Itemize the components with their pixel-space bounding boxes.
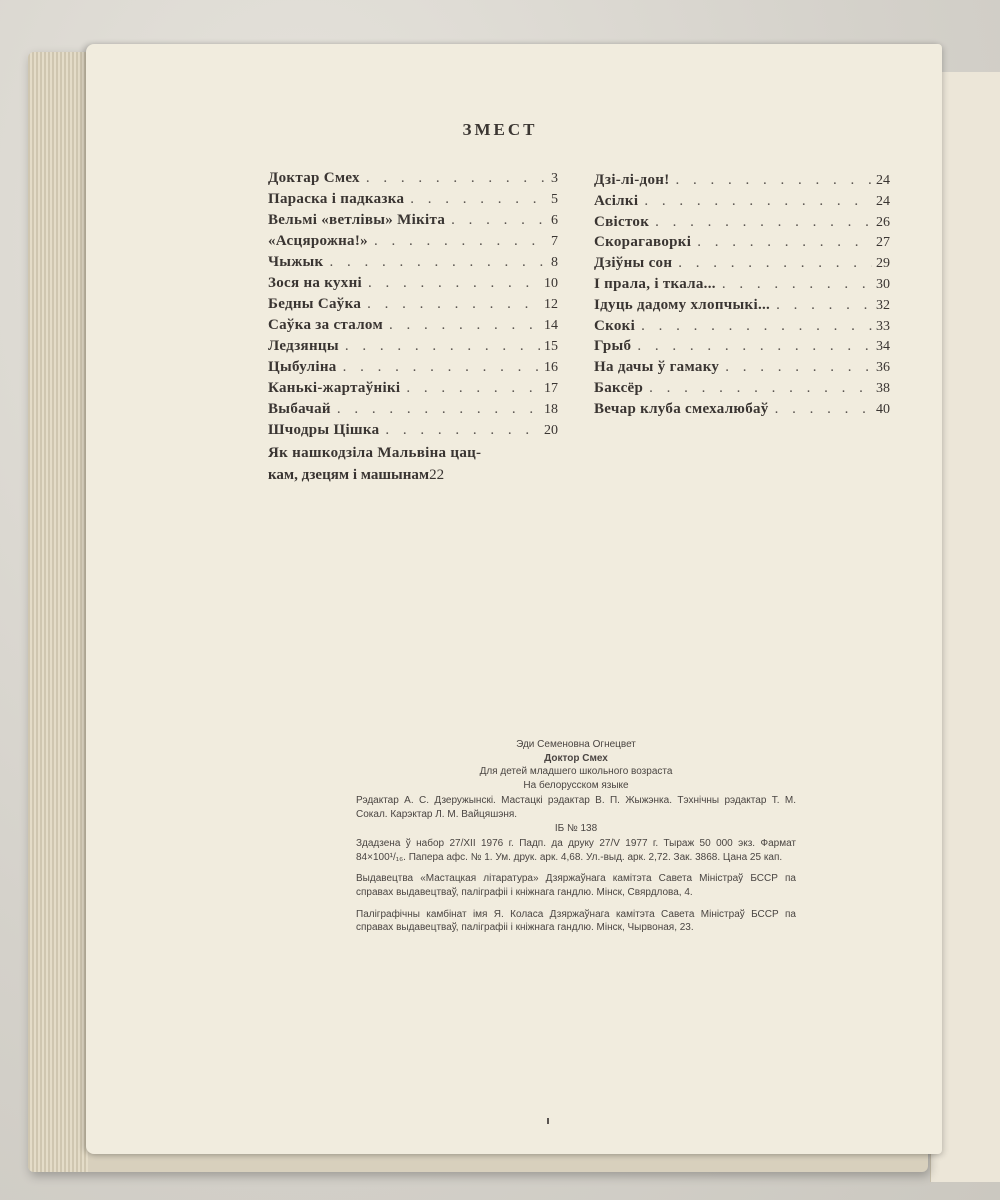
toc-entry — [594, 276, 890, 297]
toc-leader-dots — [379, 422, 540, 439]
page-edges — [28, 52, 88, 1172]
toc-entry — [268, 380, 558, 401]
toc-leader-dots — [638, 193, 872, 210]
toc-entry — [268, 170, 558, 191]
toc-entry — [268, 401, 558, 422]
toc-leader-dots — [670, 172, 873, 189]
toc-leader-dots — [323, 254, 547, 271]
toc-entry — [594, 214, 890, 235]
toc-entry-page: 10 — [544, 276, 558, 291]
toc-title: ЗМЕСТ — [462, 120, 538, 139]
toc-entry-title: Чыжык — [268, 254, 324, 270]
toc-leader-dots — [770, 297, 872, 314]
toc-entry-page: 3 — [551, 171, 558, 186]
toc-entry-title: Зося на кухні — [268, 275, 362, 291]
toc-leader-dots — [368, 233, 547, 250]
colophon — [356, 738, 796, 935]
toc-entry-title: Дзіўны сон — [594, 255, 673, 272]
toc-leader-dots — [404, 191, 547, 208]
toc-entry — [594, 172, 890, 193]
toc-entry — [594, 255, 890, 276]
toc-entry-page: 36 — [876, 360, 890, 376]
colophon-ib: ІБ № 138 — [554, 822, 598, 834]
toc-entry-title: «Асцярожна!» — [268, 233, 368, 249]
toc-entry — [594, 359, 890, 380]
toc-entry — [594, 234, 890, 255]
toc-leader-dots — [331, 401, 540, 418]
toc-entry-multiline — [268, 445, 558, 489]
toc-entry — [268, 233, 558, 254]
toc-entry-title: Баксёр — [594, 379, 644, 396]
toc-entry-page: 7 — [551, 234, 558, 249]
toc-entry-title: Параска і падказка — [268, 191, 405, 207]
toc-entry-title: Канькі-жартаўнікі — [268, 380, 401, 396]
toc-entry — [268, 338, 558, 359]
toc-entry — [268, 317, 558, 338]
toc-entry-title: Свісток — [594, 213, 650, 230]
toc-leader-dots — [339, 338, 540, 355]
toc-entry-page: 33 — [876, 318, 890, 334]
toc-leader-dots — [362, 275, 540, 292]
toc-entry — [268, 296, 558, 317]
toc-entry-page: 27 — [876, 235, 890, 251]
toc-entry — [268, 359, 558, 380]
toc-entry-page: 38 — [876, 380, 890, 396]
toc-entry — [594, 297, 890, 318]
toc-entry — [268, 422, 558, 443]
toc-entry-title-line1: Як нашкодзіла Мальвіна цац- — [268, 445, 482, 461]
toc-entry — [594, 193, 890, 214]
toc-leader-dots — [691, 234, 872, 251]
toc-leader-dots — [719, 359, 872, 376]
toc-entry-page: 18 — [544, 402, 558, 417]
toc-entry — [268, 275, 558, 296]
toc-leader-dots — [769, 401, 872, 418]
toc-entry — [594, 380, 890, 401]
toc-entry-title: Саўка за сталом — [268, 317, 383, 333]
toc-entry-page: 32 — [876, 297, 890, 313]
toc-entry-title-line2 — [268, 467, 558, 489]
toc-leader-dots — [383, 317, 540, 334]
toc-entry-title: Доктар Смех — [268, 170, 360, 186]
toc-entry-page: 24 — [876, 173, 890, 188]
colophon-book-title: Доктор Смех — [544, 752, 608, 764]
toc-entry-title: І прала, і ткала... — [594, 275, 716, 292]
toc-entry-page: 17 — [544, 381, 558, 396]
toc-entry — [268, 191, 558, 212]
toc-leader-dots — [337, 359, 540, 376]
toc-entry — [268, 254, 558, 275]
toc-entry-title: Бедны Саўка — [268, 296, 362, 312]
toc-entry-page: 26 — [876, 214, 890, 230]
toc-entry-title: Асілкі — [594, 192, 639, 209]
toc-leader-dots — [631, 338, 872, 355]
toc-entry-page: 5 — [551, 192, 558, 207]
toc-entry-page: 14 — [544, 318, 558, 333]
toc-leader-dots — [649, 214, 872, 231]
toc-leader-dots — [360, 170, 547, 187]
toc-leader-dots — [400, 380, 540, 397]
toc-left-column — [268, 170, 558, 489]
toc-entry-title: Вечар клуба смехалюбаў — [594, 400, 769, 417]
toc-entry-title-line2-text: кам, дзецям і машынам — [268, 467, 430, 483]
toc-entry — [594, 401, 890, 422]
toc-entry — [268, 212, 558, 233]
toc-entry — [594, 318, 890, 339]
toc-leader-dots — [445, 212, 547, 229]
toc-entry-title: Шчодры Цішка — [268, 422, 380, 438]
toc-entry-page: 22 — [429, 467, 445, 483]
toc-entry-page: 15 — [544, 339, 558, 354]
toc-leader-dots — [716, 276, 872, 293]
page-mark — [547, 1118, 549, 1124]
toc-entry-page: 20 — [544, 423, 558, 438]
toc-right-column — [594, 172, 890, 422]
toc-entry-title: Грыб — [594, 338, 632, 355]
toc-leader-dots — [635, 318, 872, 335]
colophon-author: Эди Семеновна Огнецвет — [516, 739, 636, 750]
toc-entry-title: Вельмі «ветлівы» Мікіта — [268, 212, 446, 228]
toc-entry-page: 16 — [544, 360, 558, 375]
toc-entry-title: Ледзянцы — [268, 338, 339, 354]
toc-entry-title: Цыбуліна — [268, 359, 337, 375]
toc-entry-page: 12 — [544, 297, 558, 312]
toc-entry-title: На дачы ў гамаку — [594, 359, 720, 376]
toc-entry-page: 34 — [876, 339, 890, 355]
toc-entry-title: Выбачай — [268, 401, 331, 417]
toc-entry-title: Ідуць дадому хлопчыкі... — [594, 296, 771, 313]
toc-leader-dots — [361, 296, 540, 313]
toc-entry-page: 6 — [551, 213, 558, 228]
toc-leader-dots — [672, 255, 872, 272]
colophon-printer: Паліграфічны камбінат імя Я. Коласа Дзяржаўнага камітэта Савета Міністраў БССР па справах выдавецтваў, паліграфіі і кніжнага гандлю. Мінск, Чырвоная, 23. — [356, 908, 796, 934]
toc-entry-page: 30 — [876, 276, 890, 292]
toc-entry-page: 29 — [876, 256, 890, 272]
toc-entry-title: Скокі — [594, 317, 636, 334]
colophon-language: На белорусском языке — [523, 779, 629, 791]
colophon-audience: Для детей младшего школьного возраста — [479, 766, 673, 778]
toc-entry-page: 40 — [876, 401, 890, 417]
toc-entry-page: 24 — [876, 193, 890, 209]
toc-entry-title: Скорагаворкі — [594, 234, 692, 251]
colophon-publisher: Выдавецтва «Мастацкая літаратура» Дзяржаўнага камітэта Савета Міністраў БССР па справах выдавецтваў, паліграфіі і кніжнага гандлю. Мінск, Свярдлова, 4. — [356, 873, 796, 898]
colophon-editors: Рэдактар А. С. Дзеружынскі. Мастацкі рэдактар В. П. Жыжэнка. Тэхнічны рэдактар Т. М. Сокал. Карэктар Л. М. Вайцяшэня. — [356, 795, 796, 820]
toc-leader-dots — [643, 380, 872, 397]
toc-entry — [594, 338, 890, 359]
colophon-print-info: Здадзена ў набор 27/XII 1976 г. Падп. да друку 27/V 1977 г. Тыраж 50 000 экз. Фармат 84×100¹/₁₆. Папера афс. № 1. Ум. друк. арк. 4,68. Ул.-выд. арк. 2,72. Зак. 3868. Цана 25 кап. — [356, 838, 796, 863]
toc-entry-page: 8 — [551, 255, 558, 270]
toc-entry-title: Дзі-лі-дон! — [594, 172, 670, 188]
